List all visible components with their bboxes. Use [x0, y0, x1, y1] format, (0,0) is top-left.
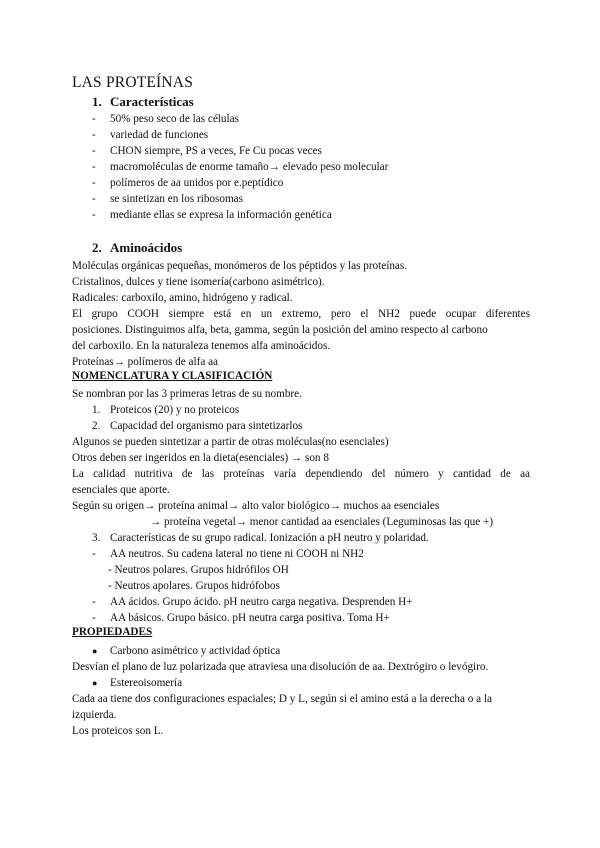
list-item: AA neutros. Su cadena lateral no tiene ni COOH ni NH2 [110, 548, 364, 560]
list-item: AA básicos. Grupo básico. pH neutra carga positiva. Toma H+ [110, 612, 390, 624]
list-item: Características de su grupo radical. Ionización a pH neutro y polaridad. [110, 532, 429, 544]
heading-nomenclatura: NOMENCLATURA Y CLASIFICACIÓN [72, 370, 273, 382]
heading-text: Características [110, 94, 194, 109]
heading-number: 1. [92, 94, 102, 109]
paragraph-line: Cristalinos, dulces y tiene isomería(carbono asimétrico). [72, 276, 325, 288]
paragraph-line: posiciones. Distinguimos alfa, beta, gamma, según la posición del amino respecto al carbono [72, 324, 488, 336]
list-item: Capacidad del organismo para sintetizarlos [110, 420, 303, 432]
list-item: CHON siempre, PS a veces, Fe Cu pocas veces [110, 145, 322, 157]
paragraph-line: Los proteicos son L. [72, 725, 164, 737]
list-dash: - [92, 113, 96, 125]
list-item: macromoléculas de enorme tamaño→ elevado peso molecular [110, 161, 389, 173]
list-dash: - [92, 209, 96, 221]
paragraph-line: Se nombran por las 3 primeras letras de su nombre. [72, 388, 302, 400]
paragraph-line: → proteína vegetal→ menor cantidad aa esenciales (Leguminosas las que +) [150, 516, 494, 528]
bullet-icon: ● [92, 678, 98, 688]
paragraph-line: esenciales que aporte. [72, 484, 170, 496]
paragraph-line: Moléculas orgánicas pequeñas, monómeros de los péptidos y las proteínas. [72, 260, 408, 272]
paragraph-line: Otros deben ser ingeridos en la dieta(esenciales) → son 8 [72, 452, 329, 464]
paragraph-line: Cada aa tiene dos configuraciones espaciales; D y L, según si el amino está a la derecha o a la [72, 693, 492, 705]
heading-propiedades: PROPIEDADES [72, 626, 153, 638]
list-dash: - [92, 548, 96, 560]
list-number: 1. [92, 404, 101, 416]
list-dash: - [92, 161, 96, 173]
heading-aminoacidos [92, 240, 182, 256]
paragraph-line: Algunos se pueden sintetizar a partir de otras moléculas(no esenciales) [72, 436, 389, 448]
list-number: 3. [92, 532, 101, 544]
heading-caracteristicas [92, 94, 194, 110]
list-dash: - [92, 177, 96, 189]
list-number: 2. [92, 420, 101, 432]
paragraph-line: izquierda. [72, 709, 117, 721]
paragraph-line-justified: El grupo COOH siempre está en un extremo, pero el NH2 puede ocupar diferentes [72, 308, 530, 320]
list-dash: - [92, 596, 96, 608]
list-item: se sintetizan en los ribosomas [110, 193, 243, 205]
list-dash: - [92, 129, 96, 141]
sublist-item: - Neutros polares. Grupos hidrófilos OH [108, 564, 289, 576]
paragraph-line: Radicales: carboxilo, amino, hidrógeno y radical. [72, 292, 293, 304]
list-item: variedad de funciones [110, 129, 209, 141]
bullet-item: Estereoisomería [110, 677, 183, 689]
paragraph-line: del carboxilo. En la naturaleza tenemos alfa aminoácidos. [72, 340, 331, 352]
sublist-item: - Neutros apolares. Grupos hidrófobos [108, 580, 280, 592]
page-title: LAS PROTEÍNAS [72, 74, 194, 91]
list-dash: - [92, 612, 96, 624]
bullet-icon: ● [92, 646, 98, 656]
list-item: polímeros de aa unidos por e.peptídico [110, 177, 284, 189]
heading-number: 2. [92, 240, 102, 255]
list-item: 50% peso seco de las células [110, 113, 239, 125]
list-item: Proteicos (20) y no proteicos [110, 404, 240, 416]
paragraph-line-justified: La calidad nutritiva de las proteínas varía dependiendo del número y cantidad de aa [72, 468, 530, 480]
paragraph-line: Desvían el plano de luz polarizada que atraviesa una disolución de aa. Dextrógiro o levógiro. [72, 661, 489, 673]
heading-text: Aminoácidos [110, 240, 183, 255]
list-item: AA ácidos. Grupo ácido. pH neutro carga negativa. Desprenden H+ [110, 596, 413, 608]
paragraph-line: Proteínas→ polímeros de alfa aa [72, 356, 219, 368]
list-dash: - [92, 193, 96, 205]
list-dash: - [92, 145, 96, 157]
paragraph-line: Según su origen→ proteína animal→ alto valor biológico→ muchos aa esenciales [72, 500, 440, 512]
list-item: mediante ellas se expresa la información genética [110, 209, 332, 221]
bullet-item: Carbono asimétrico y actividad óptica [110, 645, 281, 657]
